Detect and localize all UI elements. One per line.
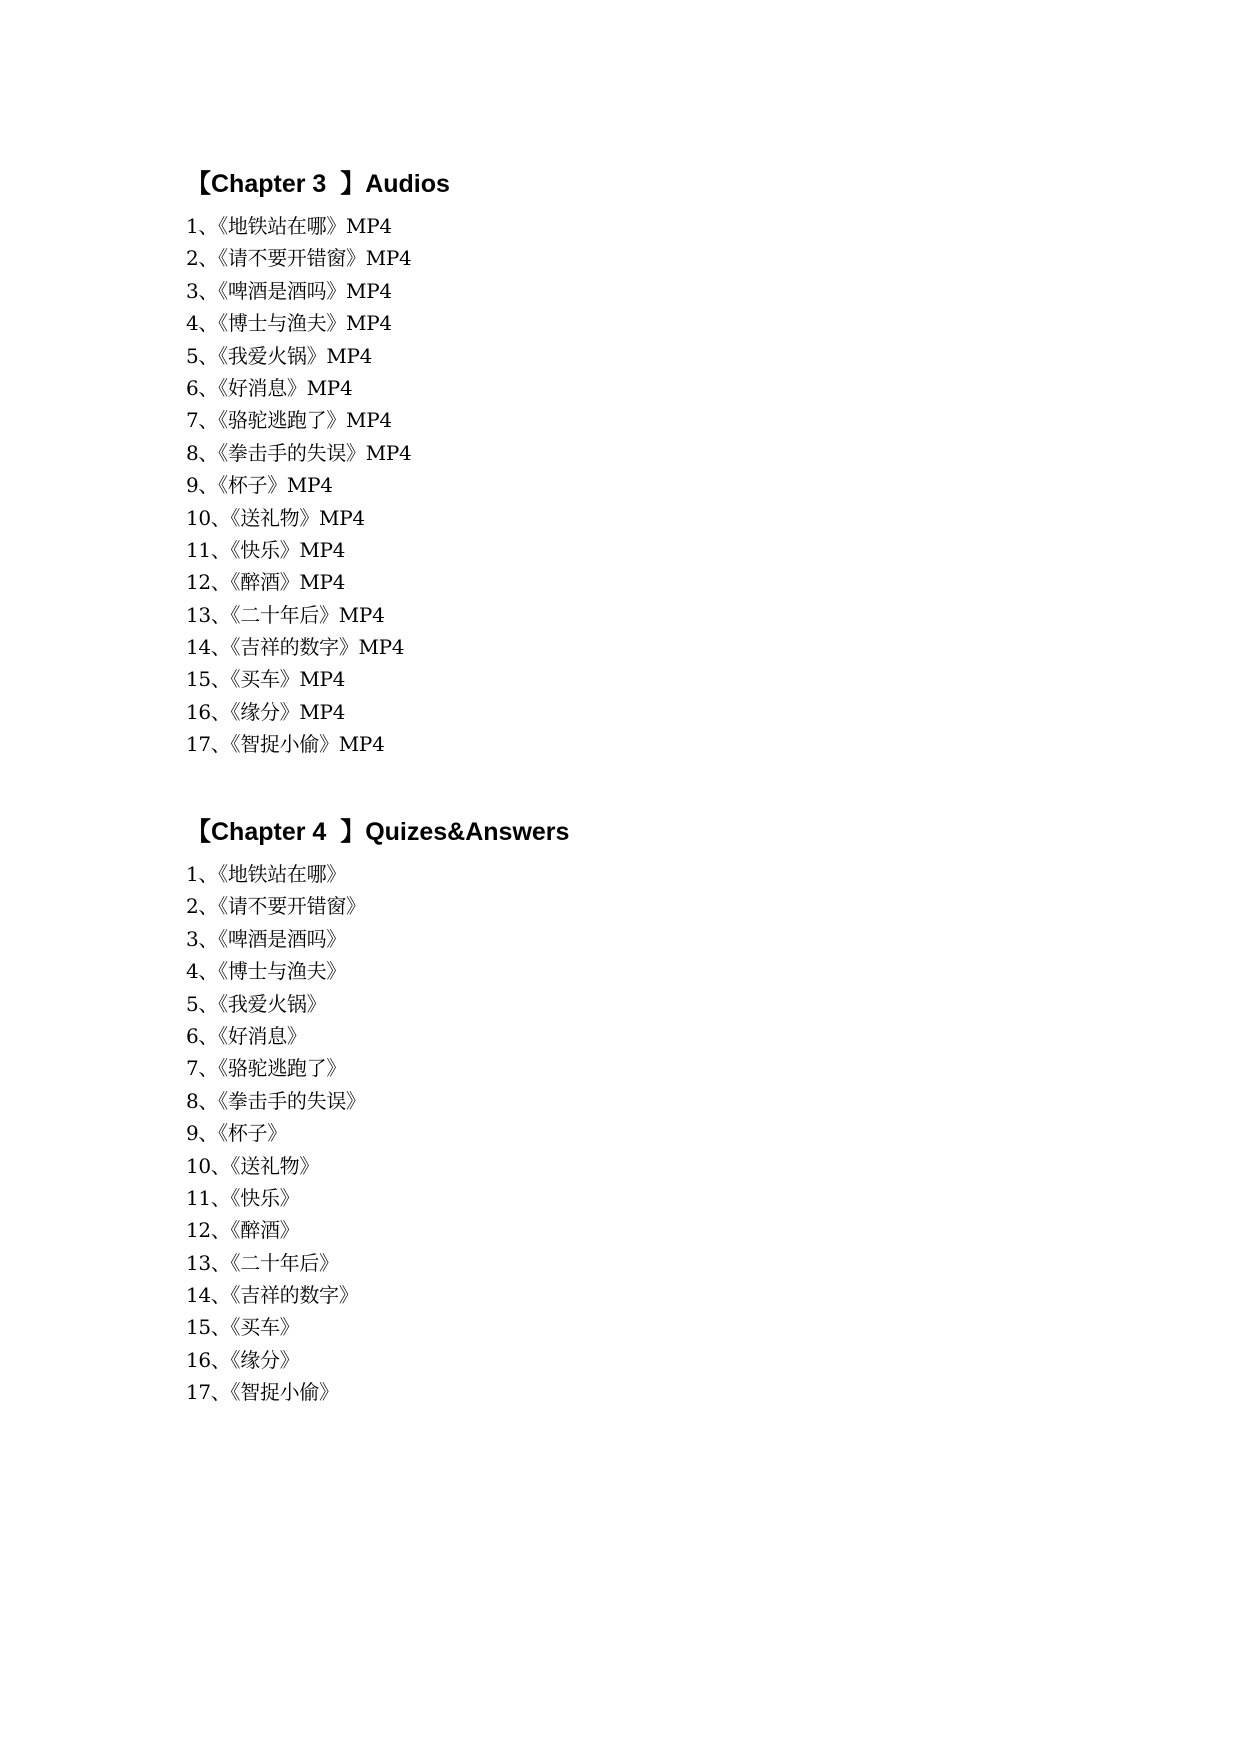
chapter-3-item: 13、《二十年后》MP4 [186,602,385,627]
chapter-4-item: 14、《吉祥的数字》 [186,1283,359,1308]
chapter-4-list [186,858,1086,1409]
chapter-3-item: 1、《地铁站在哪》MP4 [186,214,392,238]
chapter-3-item: 5、《我爱火锅》MP4 [186,343,373,368]
chapter-3-item: 12、《醉酒》MP4 [186,570,346,595]
chapter-4-item: 2、《请不要开错窗》 [186,894,366,919]
chapter-4-item: 8、《拳击手的失误》 [186,1088,366,1113]
chapter-4-heading: 【Chapter 4 】Quizes&Answers [186,818,570,846]
chapter-4-item: 7、《骆驼逃跑了》 [186,1056,347,1081]
chapter-4-item: 15、《买车》 [186,1315,300,1340]
chapter-4-item: 1、《地铁站在哪》 [186,862,347,886]
chapter-4-section [186,810,1086,1409]
chapter-3-item: 7、《骆驼逃跑了》MP4 [186,408,392,433]
chapter-3-item: 15、《买车》MP4 [186,667,346,692]
chapter-3-item: 3、《啤酒是酒吗》MP4 [186,278,392,303]
chapter-3-item: 16、《缘分》MP4 [186,699,346,724]
chapter-3-item: 14、《吉祥的数字》MP4 [186,635,405,660]
chapter-3-item: 9、《杯子》MP4 [186,473,333,498]
chapter-3-item: 11、《快乐》MP4 [186,537,346,562]
chapter-4-item: 16、《缘分》 [186,1347,300,1372]
chapter-3-item: 8、《拳击手的失误》MP4 [186,440,412,465]
chapter-3-item: 4、《博士与渔夫》MP4 [186,311,392,336]
chapter-4-item: 12、《醉酒》 [186,1218,300,1243]
chapter-4-item: 11、《快乐》 [186,1185,300,1210]
chapter-3-item: 17、《智捉小偷》MP4 [186,732,385,757]
chapter-4-item: 13、《二十年后》 [186,1250,339,1275]
chapter-4-item: 6、《好消息》 [186,1023,307,1048]
chapter-4-item: 17、《智捉小偷》 [186,1380,339,1405]
chapter-4-item: 4、《博士与渔夫》 [186,959,347,984]
chapter-3-item: 2、《请不要开错窗》MP4 [186,246,412,271]
chapter-3-item: 6、《好消息》MP4 [186,375,353,400]
chapter-4-item: 9、《杯子》 [186,1121,287,1146]
chapter-3-heading: 【Chapter 3 】Audios [186,170,450,198]
chapter-3-section [186,162,1086,761]
chapter-3-list [186,210,1086,761]
chapter-3-item: 10、《送礼物》MP4 [186,505,365,530]
chapter-4-item: 3、《啤酒是酒吗》 [186,926,347,951]
chapter-4-item: 10、《送礼物》 [186,1153,320,1178]
chapter-4-item: 5、《我爱火锅》 [186,991,327,1016]
